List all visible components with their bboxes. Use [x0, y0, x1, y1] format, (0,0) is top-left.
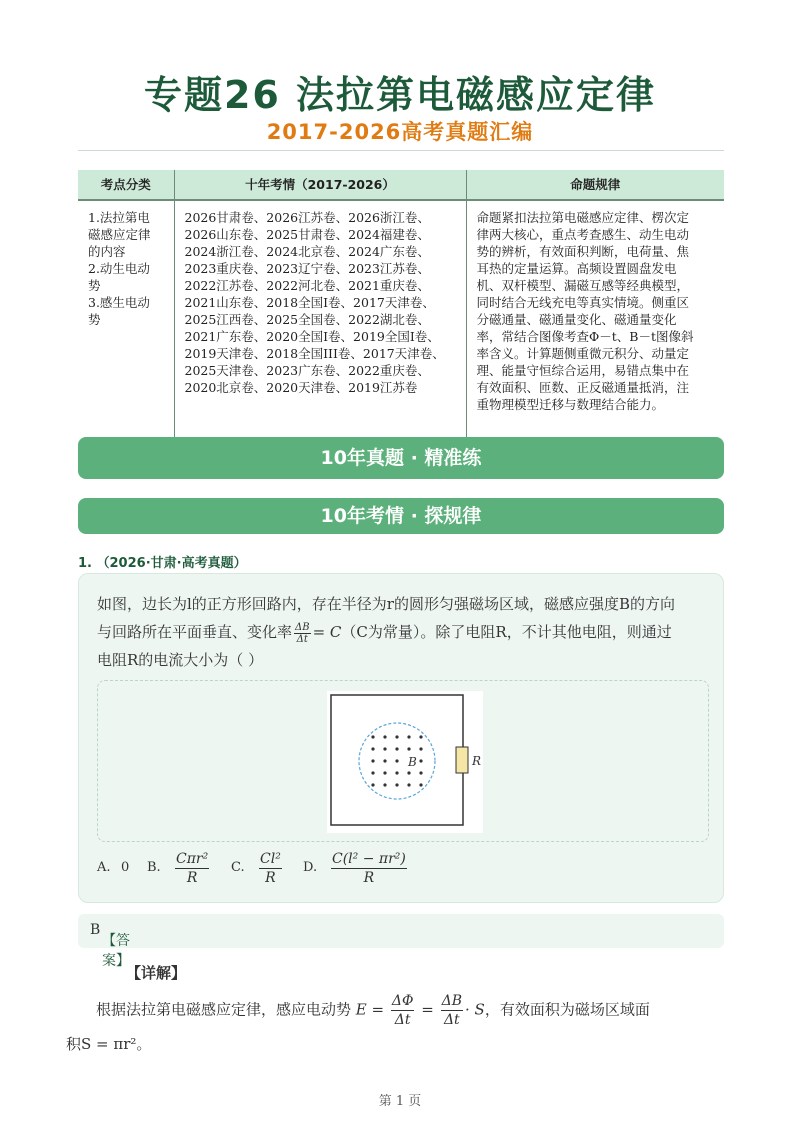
- area-factor: · S: [465, 1000, 485, 1019]
- option-d-num: C(l² − πr²): [332, 851, 406, 867]
- field-dot: [407, 771, 410, 774]
- field-dot: [419, 759, 422, 762]
- col1-line: 1.法拉第电: [88, 210, 150, 225]
- col2-line: 2026山东卷、2025甘肃卷、2024福建卷、: [184, 227, 430, 242]
- emf-symbol: E =: [355, 1000, 385, 1019]
- col3-line: 同时结合无线充电等真实情境。侧重区: [476, 295, 690, 310]
- detail-heading: 【详解】: [126, 964, 187, 982]
- flux-fraction: [391, 992, 415, 1029]
- option-c-den: R: [265, 870, 276, 886]
- col2-line: 2023重庆卷、2023辽宁卷、2023江苏卷、: [184, 261, 430, 276]
- field-dot: [383, 783, 386, 786]
- field-num: ΔB: [441, 993, 463, 1009]
- col3-line: 机、双杆模型、漏磁互感等经典模型，: [476, 278, 690, 293]
- question-line-2-post: （C为常量）。除了电阻R，不计其他电阻，则通过: [341, 623, 672, 641]
- field-dot: [371, 771, 374, 774]
- col2-line: 2021广东卷、2020全国I卷、2019全国I卷、: [184, 329, 440, 344]
- field-dot: [419, 735, 422, 738]
- answer-value: B: [90, 922, 101, 938]
- option-d-den: R: [363, 870, 375, 886]
- equals-sign: =: [421, 1000, 434, 1019]
- col2-line: 2025天津卷、2023广东卷、2022重庆卷、: [184, 363, 430, 378]
- detail-text-post: ，有效面积为磁场区域面: [484, 1000, 650, 1019]
- table-header-pattern: 命题规律: [466, 170, 724, 200]
- detail-text: [66, 992, 724, 1059]
- col3-line: 命题紧扣法拉第电磁感应定律、楞次定: [476, 210, 690, 225]
- col3-line: 律两大核心，重点考查感生、动生电动: [476, 227, 690, 242]
- question-line-1: 如图，边长为l的正方形回路内，存在半径为r的圆形匀强磁场区域，磁感应强度B的方向: [97, 595, 675, 613]
- rate-equals: = C: [312, 623, 342, 641]
- option-b-num: Cπr²: [176, 851, 209, 867]
- field-dot: [395, 771, 398, 774]
- detail-text-pre: 根据法拉第电磁感应定律，感应电动势: [96, 1000, 352, 1019]
- option-a-value: 0: [121, 860, 130, 875]
- page-number: 第 1 页: [378, 1094, 422, 1109]
- field-dot: [395, 747, 398, 750]
- col3-line: 有效面积、匝数、正反磁通量抵消，注: [476, 380, 690, 395]
- col1-line: 2.动生电动: [88, 261, 150, 276]
- col3-line: 势的辨析，有效面积判断，电荷量、焦: [476, 244, 690, 259]
- detail-line-2: 积S = πr²。: [66, 1035, 152, 1053]
- question-line-2-pre: 与回路所在平面垂直、变化率: [97, 623, 293, 641]
- col2-line: 2024浙江卷、2024北京卷、2024广东卷、: [184, 244, 430, 259]
- table-cell-pattern: [466, 200, 724, 437]
- field-label: B: [408, 755, 417, 769]
- answer-box: [78, 914, 724, 969]
- field-fraction: [441, 992, 463, 1029]
- field-den: Δt: [443, 1012, 460, 1028]
- field-dot: [419, 771, 422, 774]
- col1-line: 势: [88, 278, 101, 293]
- col2-line: 2020北京卷、2020天津卷、2019江苏卷: [184, 380, 418, 395]
- col1-line: 的内容: [88, 244, 126, 259]
- col3-line: 理、能量守恒综合运用，易错点集中在: [476, 363, 690, 378]
- col3-line: 耳热的定量运算。高频设置圆盘发电: [476, 261, 677, 276]
- field-dot: [407, 747, 410, 750]
- question-line-3: 电阻R的电流大小为（ ）: [97, 651, 264, 669]
- page-subtitle: 2017-2026高考真题汇编: [266, 120, 534, 144]
- col3-line: 率，常结合图像考查Φ－t、B－t图像斜: [476, 329, 694, 344]
- circuit-figure: [325, 691, 485, 833]
- question-text: [97, 590, 709, 674]
- rate-numerator: ΔB: [295, 621, 310, 633]
- field-dot: [383, 735, 386, 738]
- page-title: 专题26 法拉第电磁感应定律: [143, 73, 657, 117]
- field-dot: [383, 771, 386, 774]
- flux-den: Δt: [394, 1012, 411, 1028]
- title-divider: [78, 150, 724, 151]
- category-lines: [88, 209, 164, 328]
- question-header: 1. （2026·甘肃·高考真题）: [78, 556, 247, 571]
- field-dot: [371, 783, 374, 786]
- option-c-fraction: [259, 850, 282, 887]
- flux-num: ΔΦ: [391, 993, 414, 1009]
- col2-line: 2021山东卷、2018全国I卷、2017天津卷、: [184, 295, 435, 310]
- option-c-num: Cl²: [260, 851, 281, 867]
- resistor-label: R: [472, 754, 482, 768]
- table-cell-category: [78, 200, 174, 437]
- option-d-fraction: [331, 850, 407, 887]
- col1-line: 磁感应定律: [88, 227, 151, 242]
- field-dot: [371, 747, 374, 750]
- rate-denominator: Δt: [296, 633, 308, 645]
- banner-explore: 10年考情 · 探规律: [78, 498, 724, 534]
- field-dot: [395, 735, 398, 738]
- option-a-label: A.: [97, 860, 111, 875]
- resistor: [456, 747, 468, 773]
- question-box: [78, 573, 724, 903]
- col1-line: 势: [88, 312, 101, 327]
- answer-line: [90, 922, 130, 969]
- figure-container: [97, 680, 709, 842]
- col1-line: 3.感生电动: [88, 295, 150, 310]
- field-dot: [407, 735, 410, 738]
- field-dot: [371, 759, 374, 762]
- col2-line: 2025江西卷、2025全国卷、2022湖北卷、: [184, 312, 430, 327]
- field-dot: [419, 747, 422, 750]
- col3-line: 重物理模型迁移与数理结合能力。: [476, 397, 665, 412]
- option-d-label: D.: [303, 860, 318, 875]
- history-lines: [185, 209, 456, 396]
- option-b-label: B.: [147, 860, 161, 875]
- pattern-lines: [477, 209, 715, 413]
- banner-practice: 10年真题 · 精准练: [78, 437, 724, 479]
- col3-line: 率含义。计算题侧重微元积分、动量定: [476, 346, 690, 361]
- rate-fraction: [294, 622, 311, 645]
- field-dot: [383, 747, 386, 750]
- question-line-2: [97, 618, 709, 646]
- overview-table: [78, 170, 724, 437]
- field-dot: [419, 783, 422, 786]
- col2-line: 2026甘肃卷、2026江苏卷、2026浙江卷、: [184, 210, 430, 225]
- field-dot: [371, 735, 374, 738]
- col2-line: 2022江苏卷、2022河北卷、2021重庆卷、: [184, 278, 430, 293]
- table-cell-history: [174, 200, 466, 437]
- field-dot: [395, 783, 398, 786]
- col3-line: 分磁通量、磁通量变化、磁通量变化: [476, 312, 677, 327]
- field-dot: [383, 759, 386, 762]
- field-dot: [407, 783, 410, 786]
- col2-line: 2019天津卷、2018全国III卷、2017天津卷、: [184, 346, 445, 361]
- table-header-history: 十年考情（2017-2026）: [174, 170, 466, 200]
- field-dot: [395, 759, 398, 762]
- table-header-category: 考点分类: [78, 170, 174, 200]
- option-b-fraction: [175, 850, 209, 887]
- option-b-den: R: [186, 870, 198, 886]
- detail-line-1: [96, 992, 724, 1029]
- option-c-label: C.: [231, 860, 245, 875]
- answer-label: 【答案】: [102, 933, 130, 969]
